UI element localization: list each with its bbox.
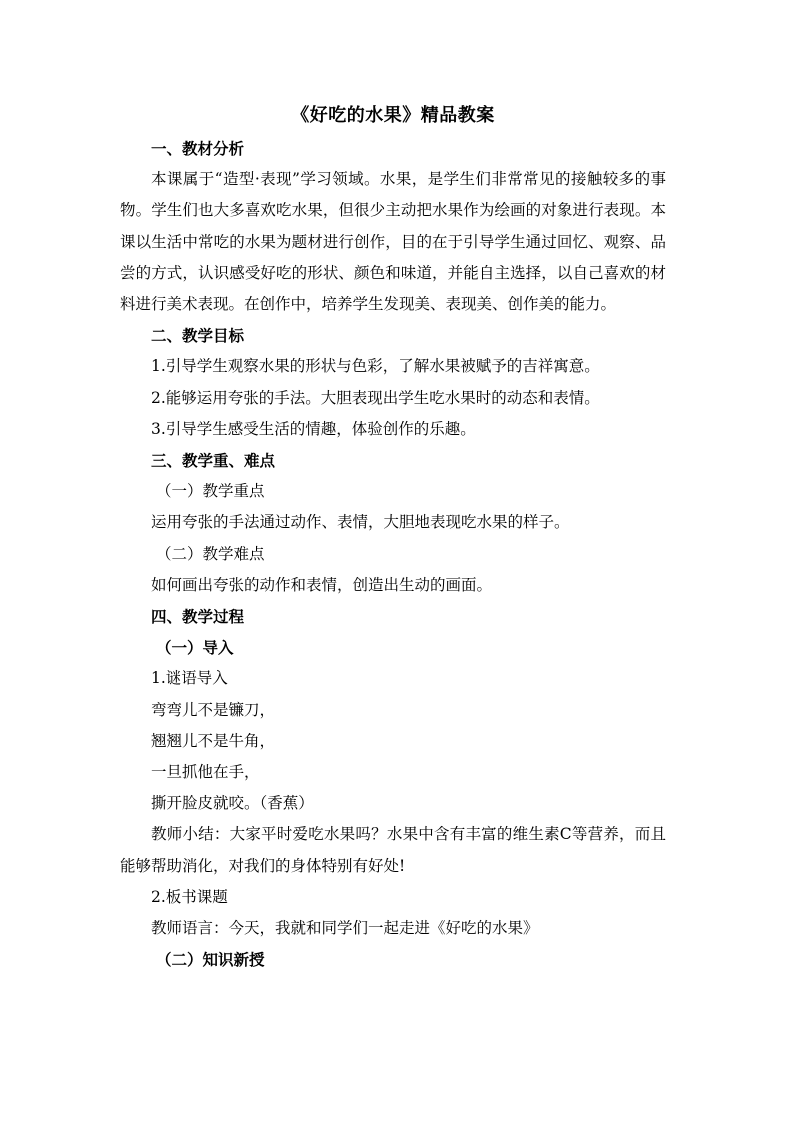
board-title-item: 2.板书课题 — [151, 887, 228, 906]
objective-item-1: 1.引导学生观察水果的形状与色彩，了解水果被赋予的吉祥寓意。 — [151, 357, 600, 376]
section-heading-process: 四、教学过程 — [151, 607, 245, 627]
key-point-text: 运用夸张的手法通过动作、表情，大胆地表现吃水果的样子。 — [151, 513, 570, 532]
riddle-line-3: 一旦抓他在手， — [151, 763, 260, 782]
subheading-introduction: （一）导入 — [156, 638, 234, 658]
riddle-line-2: 翘翘儿不是牛角， — [151, 731, 276, 750]
section-heading-analysis: 一、教材分析 — [151, 139, 245, 158]
riddle-line-1: 弯弯儿不是镰刀， — [151, 700, 276, 719]
objective-item-3: 3.引导学生感受生活的情趣，体验创作的乐趣。 — [151, 419, 476, 438]
difficulty-text: 如何画出夸张的动作和表情，创造出生动的画面。 — [151, 575, 493, 594]
document-title: 《好吃的水果》精品教案 — [291, 105, 495, 126]
analysis-paragraph: 本课属于“造型·表现”学习领域。水果，是学生们非常常见的接触较多的事物。学生们也大多喜欢吃水果，但很少主动把水果作为绘画的对象进行表现。本课以生活中常吃的水果为题材进行创作，目的在于引导学生通过回忆、观察、品尝的方式，认识感受好吃的形状、颜色和味道，并能自主选择，以自己喜欢的材料进行美术表现。在创作中，培养学生发现美、表现美、创作美的能力。 — [120, 170, 666, 314]
riddle-intro-item: 1.谜语导入 — [151, 669, 228, 688]
subheading-new-knowledge: （二）知识新授 — [156, 950, 265, 970]
teacher-summary-paragraph: 教师小结：大家平时爱吃水果吗？水果中含有丰富的维生素C等营养，而且能够帮助消化，对我们的身体特别有好处! — [120, 825, 666, 875]
document-body — [120, 103, 666, 975]
subheading-key-point: （一）教学重点 — [156, 482, 265, 501]
section-heading-key-points: 三、教学重、难点 — [151, 451, 276, 471]
riddle-line-4: 撕开脸皮就咬。（香蕉） — [151, 794, 314, 813]
subheading-difficulty: （二）教学难点 — [156, 544, 265, 563]
teacher-words: 教师语言：今天，我就和同学们一起走进《好吃的水果》 — [151, 919, 539, 938]
section-heading-objectives: 二、教学目标 — [151, 326, 245, 346]
objective-item-2: 2.能够运用夸张的手法。大胆表现出学生吃水果时的动态和表情。 — [151, 388, 600, 407]
